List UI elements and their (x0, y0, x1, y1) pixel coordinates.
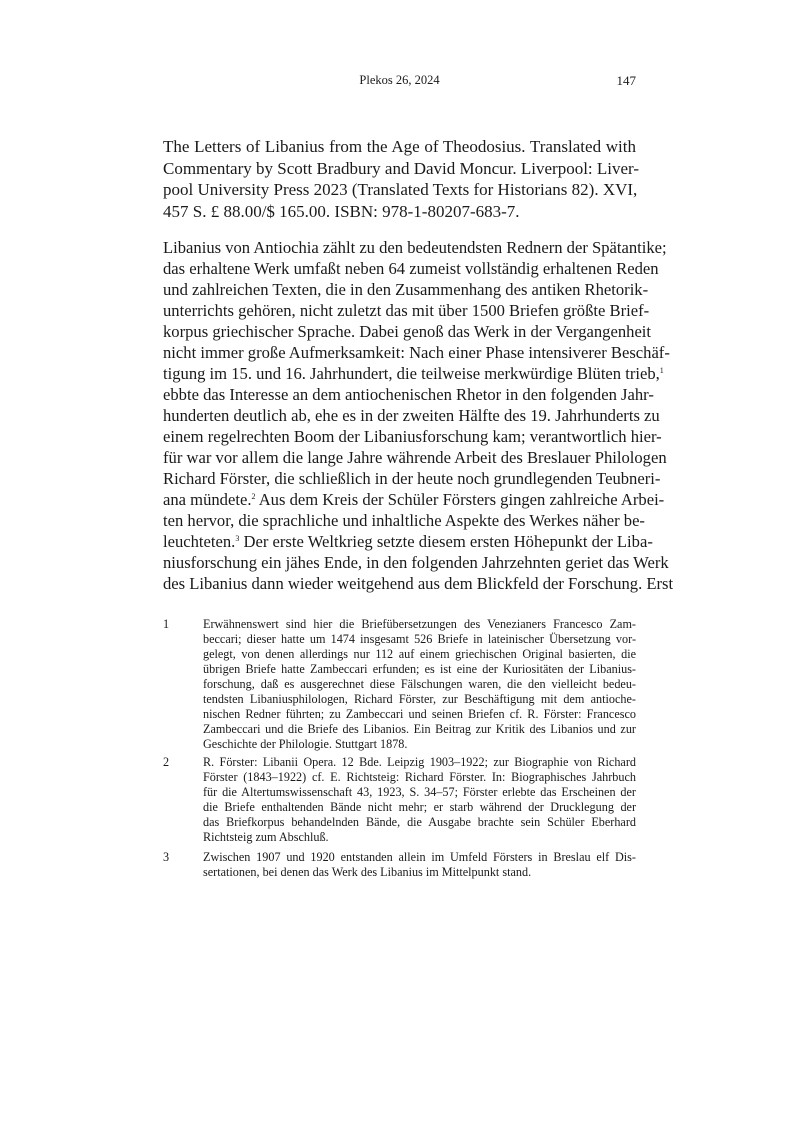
body-text: Libanius von Antiochia zählt zu den bedeutendsten Rednern der Spätantike; (163, 238, 667, 257)
body-text: unterrichts gehören, nicht zuletzt das mit über 1500 Briefen größte Brief- (163, 301, 650, 320)
body-text: und zahlreichen Texten, die in den Zusammenhang des antiken Rhetorik- (163, 280, 649, 299)
body-line (163, 552, 669, 573)
body-line (163, 258, 659, 279)
title-line: The Letters of Libanius from the Age of Theodosius. Translated with (163, 137, 636, 156)
body-paragraph (163, 237, 674, 594)
footnote-number: 1 (163, 617, 170, 631)
body-text: Richard Förster, die schließlich in der heute noch grundlegenden Teubneri- (163, 469, 661, 488)
footnote-line: nischen Redner führten; zu Zambeccari und seinen Briefen cf. R. Förster: Francesco (203, 707, 636, 721)
footnote-2 (163, 755, 636, 845)
body-line (163, 300, 650, 321)
body-text: nicht immer große Aufmerksamkeit: Nach einer Phase intensiverer Beschäf- (163, 343, 670, 362)
body-text: das erhaltene Werk umfaßt neben 64 zumeist vollständig erhaltenen Reden (163, 259, 659, 278)
body-text: für war vor allem die lange Jahre währende Arbeit des Breslauer Philologen (163, 448, 667, 467)
footnote-line: R. Förster: Libanii Opera. 12 Bde. Leipzig 1903–1922; zur Biographie von Richard (203, 755, 636, 769)
footnote-number: 3 (163, 850, 170, 864)
body-line (163, 342, 670, 363)
body-line (163, 426, 662, 447)
body-text: Aus dem Kreis der Schüler Försters gingen zahlreiche Arbei- (255, 490, 665, 509)
body-text: des Libanius dann wieder weitgehend aus dem Blickfeld der Forschung. Erst (163, 574, 674, 593)
body-line (163, 573, 674, 594)
footnote-line: forschung, daß es ausgerechnet diese Fälschungen waren, die den vielleicht bedeu- (203, 677, 636, 691)
body-line (163, 510, 645, 531)
body-line (163, 447, 667, 468)
footnote-line: gelegt, von denen allerdings nur 112 auf einem griechischen Original basierten, die (203, 647, 636, 661)
footnote-line: Geschichte der Philologie. Stuttgart 1878. (203, 737, 408, 751)
body-text: hunderten deutlich ab, ehe es in der zweiten Hälfte des 19. Jahrhunderts zu (163, 406, 660, 425)
footnote-line: für die Altertumswissenschaft 43, 1923, S. 34–57; Förster erlebte das Erscheinen der (203, 785, 636, 799)
title-line: Commentary by Scott Bradbury and David Moncur. Liverpool: Liver- (163, 158, 640, 178)
body-text: ten hervor, die sprachliche und inhaltliche Aspekte des Werkes näher be- (163, 511, 645, 530)
body-line (163, 468, 661, 489)
body-text: korpus griechischer Sprache. Dabei genoß das Werk in der Vergangenheit (163, 322, 652, 341)
footnote-line: Erwähnenswert sind hier die Briefübersetzungen des Venezianers Francesco Zam- (203, 617, 636, 631)
footnote-text (203, 617, 636, 752)
body-text: ebbte das Interesse an dem antiochenischen Rhetor in den folgenden Jahr- (163, 385, 654, 404)
body-line (163, 279, 649, 300)
footnote-line: das Briefkorpus behandelnden Bände, die Ausgabe brachte sein Schüler Eberhard (203, 815, 636, 829)
footnote-3 (163, 850, 636, 880)
body-line (163, 405, 660, 426)
footnote-number: 2 (163, 755, 170, 769)
body-text: Der erste Weltkrieg setzte diesem ersten Höhepunkt der Liba- (239, 532, 653, 551)
footnote-text (203, 850, 636, 880)
footnote-line: Richtsteig zum Abschluß. (203, 830, 329, 844)
running-header-journal: Plekos 26, 2024 (359, 73, 440, 87)
body-line (163, 237, 667, 258)
title-line: 457 S. £ 88.00/$ 165.00. ISBN: 978-1-80207-683-7. (163, 201, 520, 221)
footnote-line: sertationen, bei denen das Werk des Libanius im Mittelpunkt stand. (203, 865, 532, 879)
page-number: 147 (616, 73, 636, 88)
footnote-line: Förster (1843–1922) cf. E. Richtsteig: Richard Förster. In: Biographisches Jahrbuch (203, 770, 636, 784)
footnote-1 (163, 617, 636, 752)
body-line (163, 489, 665, 510)
footnote-line: tendsten Libaniusphilologen, Richard Förster, zur Beschäftigung mit dem antioche- (203, 692, 636, 706)
footnote-line: Zambeccari und die Briefe des Libanios. Ein Beitrag zur Kritik des Libanios und zur (203, 722, 636, 736)
body-line (163, 531, 653, 552)
title-line: pool University Press 2023 (Translated Texts for Historians 82). XVI, (163, 180, 638, 199)
footnote-ref: 3 (235, 534, 240, 543)
body-text: niusforschung ein jähes Ende, in den folgenden Jahrzehnten geriet das Werk (163, 553, 669, 572)
footnote-line: Zwischen 1907 und 1920 entstanden allein im Umfeld Försters in Breslau elf Dis- (203, 850, 636, 864)
footnote-text (203, 755, 636, 845)
footnote-line: die Briefe enthaltenden Bände nicht mehr; er starb während der Drucklegung der (203, 800, 636, 814)
body-line (163, 321, 652, 342)
body-text: tigung im 15. und 16. Jahrhundert, die teilweise merkwürdige Blüten trieb, (163, 364, 660, 383)
footnote-line: übrigen Briefe hatte Zambeccari erfunden; es ist eine der Kuriositäten der Libanius- (203, 662, 636, 676)
body-text: einem regelrechten Boom der Libaniusforschung kam; verantwortlich hier- (163, 427, 662, 446)
review-title (163, 136, 640, 222)
footnote-line: beccari; dieser hatte um 1474 insgesamt 526 Briefe in lateinischer Übersetzung vor- (203, 632, 636, 646)
body-text: leuchteten. (163, 532, 236, 551)
body-line (163, 363, 664, 384)
footnote-ref: 2 (251, 492, 256, 501)
body-line (163, 384, 654, 405)
footnote-ref: 1 (659, 366, 664, 375)
body-text: ana mündete. (163, 490, 252, 509)
